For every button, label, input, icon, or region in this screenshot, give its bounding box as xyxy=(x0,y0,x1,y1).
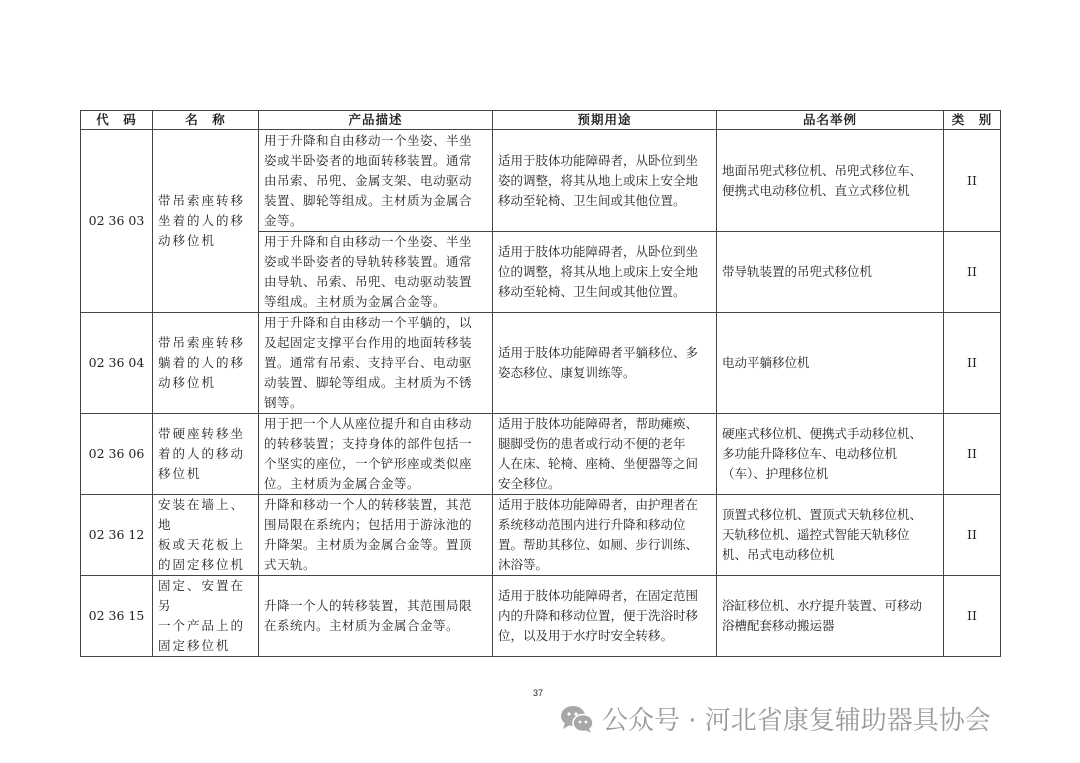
cell-examples: 地面吊兜式移位机、吊兜式移位车、 便携式电动移位机、直立式移位机 xyxy=(717,130,944,232)
cell-name: 固定、安置在另 一个产品上的 固定移位机 xyxy=(153,576,259,657)
cell-examples: 电动平躺移位机 xyxy=(717,313,944,414)
cell-code: 02 36 06 xyxy=(81,414,153,495)
cell-description: 用于升降和自由移动一个坐姿、半坐 姿或半卧姿者的导轨转移装置。通常 由导轨、吊索、吊兜、电动驱动装置 等组成。主材质为金属合金等。 xyxy=(259,232,493,313)
cell-examples: 顶置式移位机、置顶式天轨移位机、 天轨移位机、遥控式智能天轨移位 机、吊式电动移位机 xyxy=(717,495,944,576)
cell-intended-use: 适用于肢体功能障碍者，从卧位到坐 姿的调整，将其从地上或床上安全地 移动至轮椅、卫生间或其他位置。 xyxy=(493,130,717,232)
table-row xyxy=(81,576,1001,657)
table-header-row xyxy=(81,111,1001,130)
cell-code: 02 36 04 xyxy=(81,313,153,414)
cell-description: 升降一个人的转移装置，其范围局限 在系统内。主材质为金属合金等。 xyxy=(259,576,493,657)
watermark-text: 公众号 · 河北省康复辅助器具协会 xyxy=(602,706,991,736)
cell-name: 带硬座转移坐 着的人的移动 移位机 xyxy=(153,414,259,495)
cell-description: 升降和移动一个人的转移装置，其范 围局限在系统内；包括用于游泳池的 升降架。主材质为金属合金等。置顶 式天轨。 xyxy=(259,495,493,576)
cell-intended-use: 适用于肢体功能障碍者，帮助瘫痪、 腿脚受伤的患者或行动不便的老年 人在床、轮椅、座椅、坐便器等之间 安全移位。 xyxy=(493,414,717,495)
cell-intended-use: 适用于肢体功能障碍者，从卧位到坐 位的调整，将其从地上或床上安全地 移动至轮椅、卫生间或其他位置。 xyxy=(493,232,717,313)
table-row xyxy=(81,495,1001,576)
cell-intended-use: 适用于肢体功能障碍者，在固定范围 内的升降和移动位置，便于洗浴时移 位，以及用于水疗时安全转移。 xyxy=(493,576,717,657)
cell-category: II xyxy=(944,495,1001,576)
cell-examples: 带导轨装置的吊兜式移位机 xyxy=(717,232,944,313)
cell-code: 02 36 15 xyxy=(81,576,153,657)
wechat-icon xyxy=(560,704,594,734)
cell-code: 02 36 12 xyxy=(81,495,153,576)
header-description: 产品描述 xyxy=(259,111,493,130)
watermark xyxy=(560,700,991,737)
cell-category: II xyxy=(944,313,1001,414)
header-intended-use: 预期用途 xyxy=(493,111,717,130)
cell-name: 带吊索座转移 坐着的人的移 动移位机 xyxy=(153,130,259,313)
header-category: 类 别 xyxy=(944,111,1001,130)
device-table xyxy=(80,110,1001,657)
header-examples: 品名举例 xyxy=(717,111,944,130)
cell-intended-use: 适用于肢体功能障碍者平躺移位、多 姿态移位、康复训练等。 xyxy=(493,313,717,414)
cell-category: II xyxy=(944,232,1001,313)
cell-description: 用于把一个人从座位提升和自由移动 的转移装置；支持身体的部件包括一 个坚实的座位，一个铲形座或类似座 位。主材质为金属合金等。 xyxy=(259,414,493,495)
cell-description: 用于升降和自由移动一个坐姿、半坐 姿或半卧姿者的地面转移装置。通常 由吊索、吊兜、金属支架、电动驱动 装置、脚轮等组成。主材质为金属合 金等。 xyxy=(259,130,493,232)
cell-description: 用于升降和自由移动一个平躺的，以 及起固定支撑平台作用的地面转移装 置。通常有吊索、支持平台、电动驱 动装置、脚轮等组成。主材质为不锈 钢等。 xyxy=(259,313,493,414)
cell-examples: 硬座式移位机、便携式手动移位机、 多功能升降移位车、电动移位机 （车）、护理移位机 xyxy=(717,414,944,495)
cell-intended-use: 适用于肢体功能障碍者，由护理者在 系统移动范围内进行升降和移动位 置。帮助其移位、如厕、步行训练、 沐浴等。 xyxy=(493,495,717,576)
header-code: 代 码 xyxy=(81,111,153,130)
cell-category: II xyxy=(944,414,1001,495)
table-row xyxy=(81,130,1001,232)
cell-code: 02 36 03 xyxy=(81,130,153,313)
cell-name: 安装在墙上、地 板或天花板上 的固定移位机 xyxy=(153,495,259,576)
table-row xyxy=(81,313,1001,414)
cell-category: II xyxy=(944,130,1001,232)
cell-examples: 浴缸移位机、水疗提升装置、可移动 浴槽配套移动搬运器 xyxy=(717,576,944,657)
header-name: 名 称 xyxy=(153,111,259,130)
page-number: 37 xyxy=(533,688,544,698)
table-row xyxy=(81,414,1001,495)
cell-category: II xyxy=(944,576,1001,657)
cell-name: 带吊索座转移 躺着的人的移 动移位机 xyxy=(153,313,259,414)
